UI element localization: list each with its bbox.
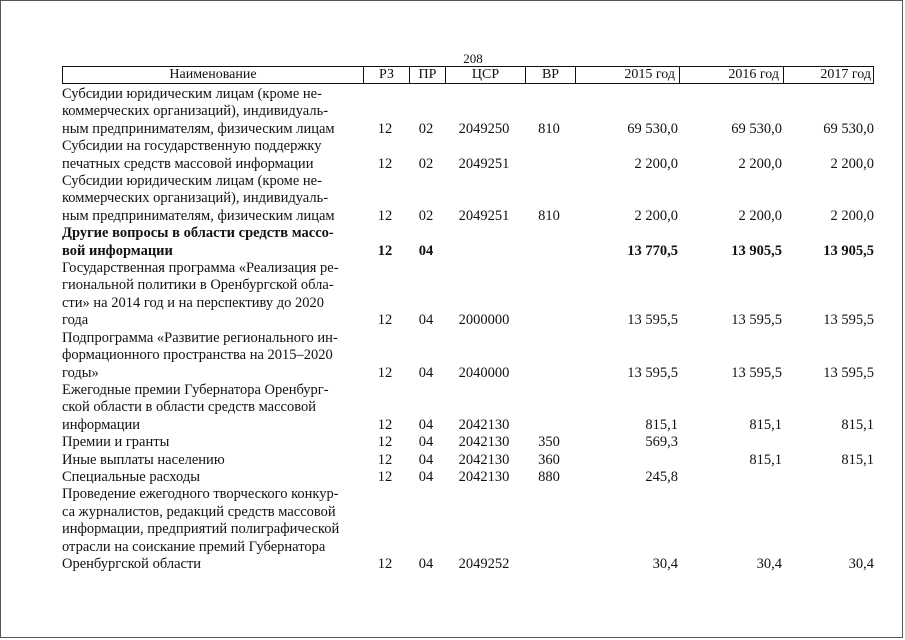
row-name: [62, 86, 362, 138]
csr-cell: 2042130: [458, 468, 510, 485]
row-name-line: Другие вопросы в области средств массо-: [62, 225, 334, 242]
vr-cell: 810: [538, 207, 560, 224]
pr-cell: 04: [418, 555, 434, 572]
rz-cell: 12: [377, 451, 393, 468]
table-row: [62, 382, 874, 434]
value-2016: 2 200,0: [738, 155, 782, 172]
row-name: [62, 382, 362, 434]
rz-cell: 12: [377, 242, 393, 259]
value-2016: 13 595,5: [731, 364, 782, 381]
row-name: [62, 452, 362, 469]
value-2015: 13 595,5: [627, 364, 678, 381]
csr-cell: 2049250: [458, 120, 510, 137]
row-name-line: годы»: [62, 364, 99, 381]
csr-cell: 2042130: [458, 434, 510, 451]
row-name: [62, 260, 362, 330]
table-body: [62, 86, 874, 573]
row-name-line: ным предпринимателям, физическим лицам: [62, 120, 335, 137]
row-name-line: Ежегодные премии Губернатора Оренбург-: [62, 381, 329, 398]
row-name-line: года: [62, 312, 89, 329]
csr-cell: 2040000: [458, 364, 510, 381]
pr-cell: 02: [418, 155, 434, 172]
header-vr: ВР: [525, 67, 575, 83]
value-2017: 13 905,5: [823, 242, 874, 259]
row-name-line: отрасли на соискание премий Губернатора: [62, 538, 326, 555]
value-2015: 815,1: [645, 416, 678, 433]
row-name-line: ным предпринимателям, физическим лицам: [62, 207, 335, 224]
row-name-line: Субсидии юридическим лицам (кроме не-: [62, 86, 322, 102]
row-name-line: коммерческих организаций), индивидуаль-: [62, 190, 329, 207]
value-2016: 815,1: [749, 416, 782, 433]
value-2017: 30,4: [848, 555, 874, 572]
header-2017: 2017 год: [783, 67, 875, 83]
table-row: [62, 173, 874, 225]
csr-cell: 2000000: [458, 312, 510, 329]
rz-cell: 12: [377, 434, 393, 451]
row-name-line: Оренбургской области: [62, 555, 202, 572]
value-2017: 69 530,0: [823, 120, 874, 137]
row-name-line: Субсидии юридическим лицам (кроме не-: [62, 173, 322, 190]
csr-cell: 2042130: [458, 451, 510, 468]
value-2017: 815,1: [841, 451, 874, 468]
value-2017: 13 595,5: [823, 312, 874, 329]
row-name: [62, 434, 362, 451]
header-csr: ЦСР: [445, 67, 525, 83]
rz-cell: 12: [377, 120, 393, 137]
row-name-line: печатных средств массовой информации: [62, 155, 314, 172]
csr-cell: 2049251: [458, 207, 510, 224]
pr-cell: 04: [418, 416, 434, 433]
row-name-line: гиональной политики в Оренбургской обла-: [62, 277, 334, 294]
csr-cell: 2042130: [458, 416, 510, 433]
value-2015: 245,8: [645, 468, 678, 485]
row-name-line: са журналистов, редакций средств массовой: [62, 503, 336, 520]
value-2015: 69 530,0: [627, 120, 678, 137]
table-row: [62, 330, 874, 382]
header-rz: РЗ: [363, 67, 409, 83]
value-2015: 2 200,0: [634, 207, 678, 224]
value-2017: 2 200,0: [830, 207, 874, 224]
row-name: [62, 225, 362, 260]
row-name: [62, 469, 362, 486]
header-name: Наименование: [169, 67, 257, 82]
value-2016: 69 530,0: [731, 120, 782, 137]
value-2016: 13 905,5: [731, 242, 782, 259]
row-name-line: Субсидии на государственную поддержку: [62, 138, 322, 155]
pr-cell: 04: [418, 434, 434, 451]
pr-cell: 04: [418, 468, 434, 485]
pr-cell: 04: [418, 312, 434, 329]
rz-cell: 12: [377, 207, 393, 224]
csr-cell: 2049252: [458, 555, 510, 572]
row-name-line: формационного пространства на 2015–2020: [62, 347, 333, 364]
row-name-line: ской области в области средств массовой: [62, 399, 316, 416]
table-row: [62, 469, 874, 486]
pr-cell: 04: [418, 364, 434, 381]
table-row: [62, 86, 874, 138]
value-2016: 815,1: [749, 451, 782, 468]
value-2017: 2 200,0: [830, 155, 874, 172]
row-name-line: Премии и гранты: [62, 434, 170, 451]
table-row: [62, 138, 874, 173]
pr-cell: 02: [418, 120, 434, 137]
value-2015: 13 770,5: [627, 242, 678, 259]
row-name-line: Специальные расходы: [62, 468, 200, 485]
header-pr: ПР: [409, 67, 445, 83]
rz-cell: 12: [377, 364, 393, 381]
rz-cell: 12: [377, 468, 393, 485]
pr-cell: 04: [418, 451, 434, 468]
row-name-line: сти» на 2014 год и на перспективу до 2020: [62, 294, 324, 311]
value-2015: 13 595,5: [627, 312, 678, 329]
vr-cell: 810: [538, 120, 560, 137]
table-row: [62, 486, 874, 573]
value-2015: 2 200,0: [634, 155, 678, 172]
value-2017: 815,1: [841, 416, 874, 433]
table-header: [62, 66, 874, 84]
table-row: [62, 225, 874, 260]
value-2016: 30,4: [756, 555, 782, 572]
header-2016: 2016 год: [679, 67, 783, 83]
row-name-line: вой информации: [62, 242, 173, 259]
table-row: [62, 434, 874, 451]
value-2015: 30,4: [652, 555, 678, 572]
row-name-line: Иные выплаты населению: [62, 451, 225, 468]
row-name-line: Проведение ежегодного творческого конкур-: [62, 486, 339, 503]
rz-cell: 12: [377, 155, 393, 172]
rz-cell: 12: [377, 416, 393, 433]
table-row: [62, 452, 874, 469]
value-2015: 569,3: [645, 434, 678, 451]
header-2015: 2015 год: [575, 67, 679, 83]
row-name-line: Государственная программа «Реализация ре-: [62, 260, 339, 277]
pr-cell: 02: [418, 207, 434, 224]
rz-cell: 12: [377, 555, 393, 572]
vr-cell: 880: [538, 468, 560, 485]
row-name-line: коммерческих организаций), индивидуаль-: [62, 103, 329, 120]
row-name: [62, 330, 362, 382]
row-name-line: Подпрограмма «Развитие регионального ин-: [62, 329, 338, 346]
table-row: [62, 260, 874, 330]
row-name: [62, 173, 362, 225]
csr-cell: 2049251: [458, 155, 510, 172]
value-2017: 13 595,5: [823, 364, 874, 381]
row-name: [62, 486, 362, 573]
row-name-line: информации: [62, 416, 140, 433]
row-name: [62, 138, 362, 173]
vr-cell: 360: [538, 451, 560, 468]
pr-cell: 04: [418, 242, 434, 259]
value-2016: 13 595,5: [731, 312, 782, 329]
value-2016: 2 200,0: [738, 207, 782, 224]
vr-cell: 350: [538, 434, 560, 451]
row-name-line: информации, предприятий полиграфической: [62, 521, 340, 538]
rz-cell: 12: [377, 312, 393, 329]
page-number: 208: [463, 51, 483, 66]
